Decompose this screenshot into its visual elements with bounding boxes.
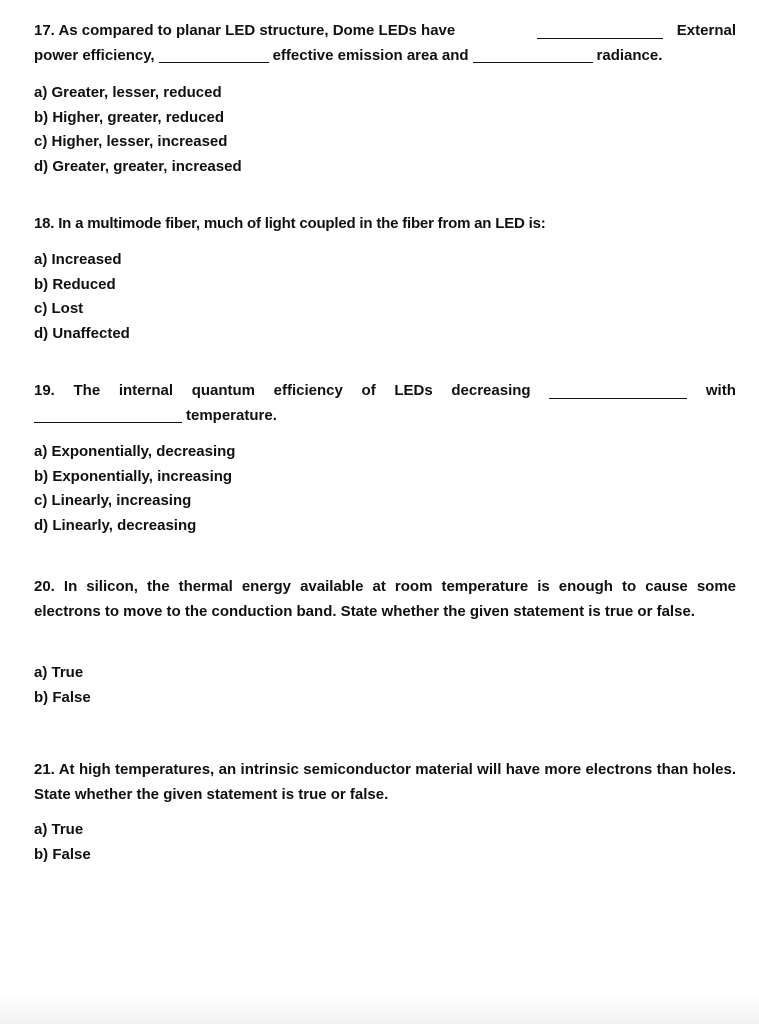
question-21 (34, 758, 736, 807)
option-d: d) Greater, greater, increased (34, 157, 242, 175)
option-b: b) Exponentially, increasing (34, 467, 233, 485)
page-bottom-edge (0, 994, 759, 1024)
option-a: a) Increased (34, 251, 122, 268)
question-17 (34, 19, 736, 68)
question-17-text-1: 17. As compared to planar LED structure, Dome LEDs have (34, 22, 456, 39)
question-17-options (34, 81, 242, 179)
question-19-word: The (73, 382, 101, 399)
question-19 (34, 379, 736, 428)
question-18 (34, 212, 736, 237)
question-19-word: with (705, 382, 736, 399)
option-a: a) True (34, 664, 84, 681)
option-c: c) Higher, lesser, increased (34, 133, 228, 150)
option-d: d) Unaffected (34, 324, 130, 342)
question-19-word: quantum (191, 382, 256, 399)
option-a: a) True (34, 821, 84, 838)
question-17-line-1 (34, 19, 736, 44)
question-18-text: 18. In a multimode fiber, much of light coupled in the fiber from an LED is: (34, 215, 546, 232)
question-21-text: 21. At high temperatures, an intrinsic semiconductor material will have more electrons than holes. State whether the given statement is true or false. (34, 761, 736, 803)
question-17-text-3: power efficiency, (34, 46, 155, 64)
fill-blank-2 (159, 62, 269, 63)
question-19-options (34, 440, 235, 538)
option-c: c) Linearly, increasing (34, 492, 192, 509)
option-b: b) Higher, greater, reduced (34, 108, 225, 126)
fill-blank-4 (549, 398, 687, 399)
question-19-word: decreasing (451, 382, 531, 399)
question-19-word: 19. (34, 382, 55, 399)
option-d: d) Linearly, decreasing (34, 516, 197, 534)
question-19-word: internal (118, 382, 174, 399)
question-20-options (34, 661, 91, 710)
option-b: b) Reduced (34, 275, 116, 293)
question-20-text: 20. In silicon, the thermal energy available at room temperature is enough to cause some electrons to move to the conduction band. State whether the given statement is true or false. (34, 578, 736, 620)
option-c: c) Lost (34, 300, 84, 317)
question-19-word: efficiency (273, 382, 343, 399)
option-b: b) False (34, 688, 91, 706)
fill-blank-1 (537, 38, 663, 39)
question-19-word: of (361, 382, 376, 399)
question-17-text-2: External (676, 22, 736, 39)
question-18-options (34, 248, 130, 346)
question-21-options (34, 818, 91, 867)
question-17-text-4: effective emission area and (272, 46, 469, 64)
question-19-line-2 (34, 404, 736, 429)
question-17-line-2 (34, 44, 736, 69)
question-17-text-5: radiance. (596, 46, 663, 64)
question-19-line-1 (34, 379, 736, 404)
option-b: b) False (34, 845, 91, 863)
fill-blank-5 (34, 422, 182, 423)
question-19-word: LEDs (394, 382, 433, 399)
question-19-word: temperature. (186, 406, 277, 424)
option-a: a) Exponentially, decreasing (34, 443, 236, 460)
fill-blank-3 (473, 62, 593, 63)
option-a: a) Greater, lesser, reduced (34, 84, 222, 101)
question-20 (34, 575, 736, 624)
